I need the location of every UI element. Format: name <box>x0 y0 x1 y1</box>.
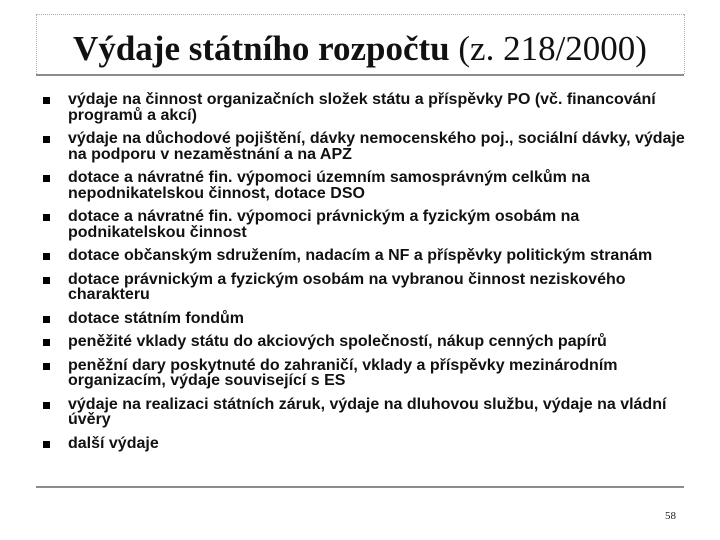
page-number: 58 <box>665 510 676 522</box>
list-item <box>40 92 690 123</box>
list-item-text: dotace a návratné fin. výpomoci právnickým a fyzickým osobám na podnikatelskou činnost <box>68 208 580 241</box>
square-bullet-icon <box>43 316 50 323</box>
slide-title <box>36 28 684 70</box>
title-area <box>36 12 684 76</box>
list-item <box>40 311 690 327</box>
list-item-text: dotace právnickým a fyzickým osobám na vybranou činnost neziskového charakteru <box>68 270 626 303</box>
title-main: Výdaje státního rozpočtu <box>73 29 450 68</box>
square-bullet-icon <box>43 136 50 143</box>
square-bullet-icon <box>43 339 50 346</box>
square-bullet-icon <box>43 175 50 182</box>
list-item-text: dotace a návratné fin. výpomoci územním samosprávným celkům na nepodnikatelskou činnost, dotace DSO <box>68 169 590 202</box>
title-dotted-top <box>36 14 684 15</box>
list-item <box>40 397 690 428</box>
square-bullet-icon <box>43 253 50 260</box>
square-bullet-icon <box>43 97 50 104</box>
list-item <box>40 272 690 303</box>
square-bullet-icon <box>43 214 50 221</box>
list-item <box>40 358 690 389</box>
list-item <box>40 436 690 452</box>
list-item <box>40 170 690 201</box>
square-bullet-icon <box>43 363 50 370</box>
square-bullet-icon <box>43 441 50 448</box>
list-item-text: výdaje na důchodové pojištění, dávky nemocenského poj., sociální dávky, výdaje na podporu v nezaměstnání a na APZ <box>68 130 685 163</box>
list-item-text: výdaje na činnost organizačních složek státu a příspěvky PO (vč. financování programů a akcí) <box>68 91 656 124</box>
list-item-text: peněžité vklady státu do akciových společností, nákup cenných papírů <box>68 333 607 350</box>
list-item-text: další výdaje <box>68 434 159 452</box>
title-dotted-left <box>36 14 37 74</box>
list-item <box>40 209 690 240</box>
list-item-text: dotace státním fondům <box>68 309 245 327</box>
list-item <box>40 248 690 264</box>
title-suffix: (z. 218/2000) <box>449 29 647 68</box>
list-item-text: výdaje na realizaci státních záruk, výdaje na dluhovou službu, výdaje na vládní úvěry <box>68 395 667 428</box>
list-item-text: peněžní dary poskytnuté do zahraničí, vklady a příspěvky mezinárodním organizacím, výdaje související s ES <box>68 356 618 389</box>
bullet-list <box>40 92 690 459</box>
footer-rule <box>36 486 684 488</box>
square-bullet-icon <box>43 402 50 409</box>
title-dotted-right <box>684 14 685 74</box>
list-item <box>40 334 690 350</box>
list-item <box>40 131 690 162</box>
square-bullet-icon <box>43 277 50 284</box>
list-item-text: dotace občanským sdružením, nadacím a NF a příspěvky politickým stranám <box>68 247 653 264</box>
